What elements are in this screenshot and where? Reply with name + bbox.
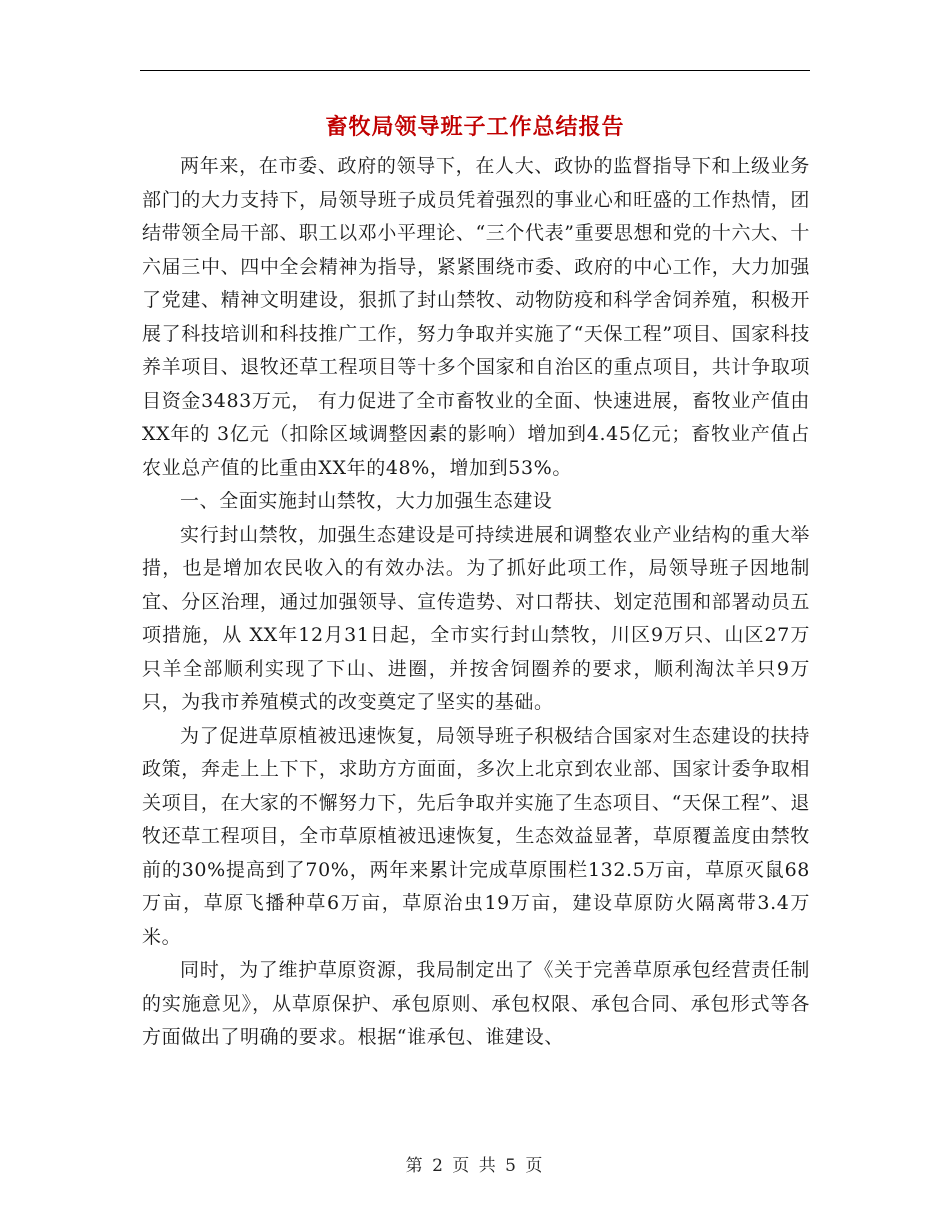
document-body (142, 150, 810, 1055)
page-number: 第 2 页 共 5 页 (405, 1156, 545, 1176)
paragraph-intro: 两年来，在市委、政府的领导下，在人大、政协的监督指导下和上级业务部门的大力支持下，局领导班子成员凭着强烈的事业心和旺盛的工作热情，团结带领全局干部、职工以邓小平理论、“三个代表”重要思想和党的十六大、十六届三中、四中全会精神为指导，紧紧围绕市委、政府的中心工作，大力加强了党建、精神文明建设，狠抓了封山禁牧、动物防疫和科学舍饲养殖，积极开展了科技培训和科技推广工作，努力争取并实施了“天保工程”项目、国家科技养羊项目、退牧还草工程项目等十多个国家和自治区的重点项目，共计争取项目资金3483万元， 有力促进了全市畜牧业的全面、快速进展，畜牧业产值由XX年的 3亿元（扣除区域调整因素的影响）增加到4.45亿元；畜牧业产值占农业总产值的比重由XX年的48%，增加到53%。 (142, 155, 810, 479)
header-rule (140, 70, 810, 71)
section-heading-1: 一、全面实施封山禁牧，大力加强生态建设 (180, 490, 553, 512)
paragraph-grassland-recovery: 为了促进草原植被迅速恢复，局领导班子积极结合国家对生态建设的扶持政策，奔走上上下下，求助方方面面，多次上北京到农业部、国家计委争取相关项目，在大家的不懈努力下，先后争取并实施了生态项目、“天保工程”、退牧还草工程项目，全市草原植被迅速恢复，生态效益显著，草原覆盖度由禁牧前的30%提高到了70%，两年来累计完成草原围栏132.5万亩，草原灭鼠68万亩，草原飞播种草6万亩，草原治虫19万亩，建设草原防火隔离带3.4万米。 (142, 724, 810, 948)
document-title: 畜牧局领导班子工作总结报告 (325, 114, 625, 140)
paragraph-contract-system: 同时，为了维护草原资源，我局制定出了《关于完善草原承包经营责任制的实施意见》，从草原保护、承包原则、承包权限、承包合同、承包形式等各方面做出了明确的要求。根据“谁承包、谁建设、 (142, 959, 810, 1048)
paragraph-grazing-ban: 实行封山禁牧，加强生态建设是可持续进展和调整农业产业结构的重大举措，也是增加农民收入的有效办法。为了抓好此项工作，局领导班子因地制宜、分区治理，通过加强领导、宣传造势、对口帮扶、划定范围和部署动员五项措施，从 XX年12月31日起，全市实行封山禁牧，川区9万只、山区27万只羊全部顺利实现了下山、进圈，并按舍饲圈养的要求，顺利淘汰羊只9万只，为我市养殖模式的改变奠定了坚实的基础。 (142, 523, 810, 713)
